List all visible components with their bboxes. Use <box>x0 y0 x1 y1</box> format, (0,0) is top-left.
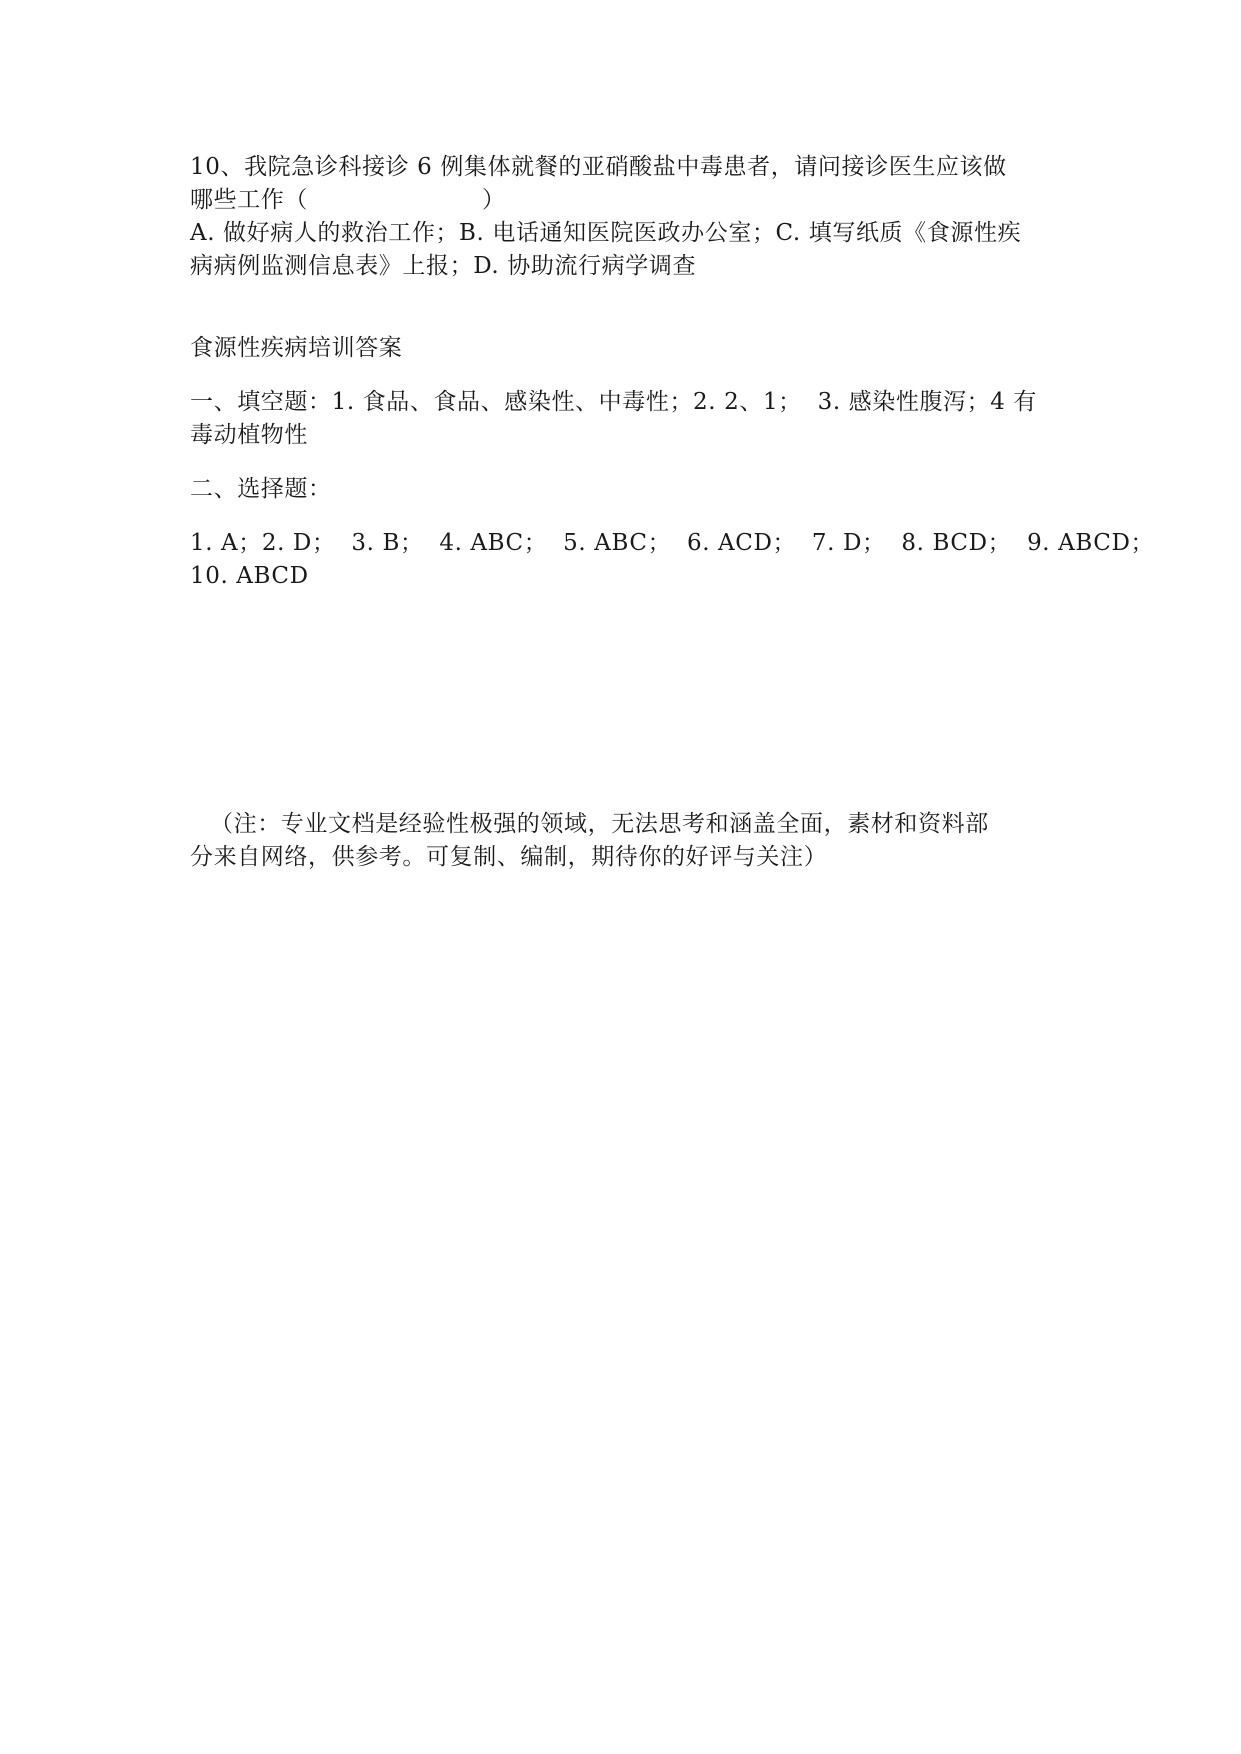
choice-answers: 1. A；2. D； 3. B； 4. ABC； 5. ABC； 6. ACD； 7. D； 8. BCD； 9. ABCD； <box>190 530 1155 556</box>
fill-blank-answers-continued: 毒动植物性 <box>190 422 308 448</box>
question-10-text: 10、我院急诊科接诊 6 例集体就餐的亚硝酸盐中毒患者，请问接诊医生应该做 <box>190 154 1007 180</box>
question-10-options: A. 做好病人的救治工作；B. 电话通知医院医政办公室；C. 填写纸质《食源性疾 <box>190 220 1022 246</box>
question-10-text-continued: 哪些工作（ ） <box>190 187 506 213</box>
answers-heading: 食源性疾病培训答案 <box>190 335 403 361</box>
disclaimer-note-continued: 分来自网络，供参考。可复制、编制，期待你的好评与关注） <box>190 844 828 870</box>
disclaimer-note: （注：专业文档是经验性极强的领域，无法思考和涵盖全面，素材和资料部 <box>210 811 989 837</box>
choice-answers-heading: 二、选择题： <box>190 476 332 502</box>
choice-answers-continued: 10. ABCD <box>190 563 309 589</box>
question-10-options-continued: 病病例监测信息表》上报；D. 协助流行病学调查 <box>190 253 697 279</box>
fill-blank-answers: 一、填空题：1. 食品、食品、感染性、中毒性；2. 2、1； 3. 感染性腹泻；4 有 <box>190 389 1037 415</box>
